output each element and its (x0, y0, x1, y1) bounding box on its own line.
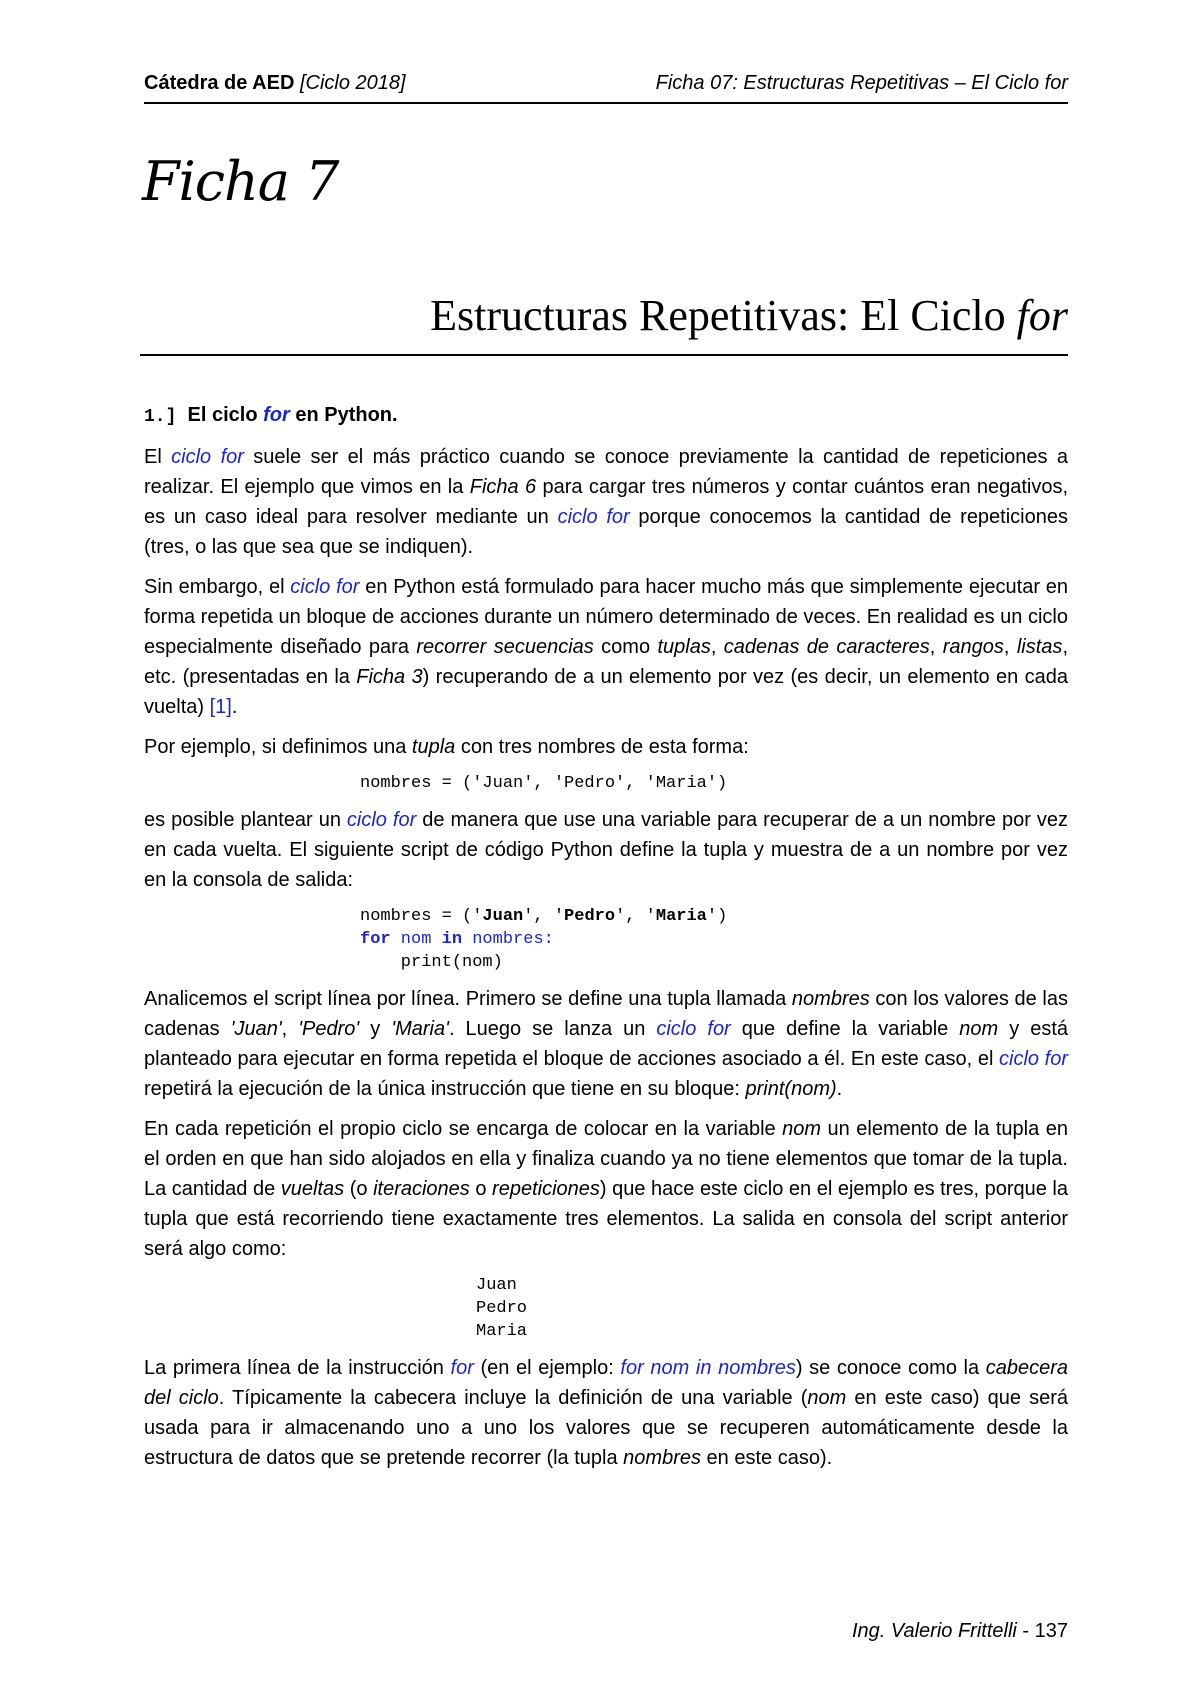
section-number: 1.] (144, 407, 177, 427)
subtitle-main: Estructuras Repetitivas: El Ciclo (430, 291, 1017, 340)
page-number: 137 (1034, 1620, 1068, 1642)
course-name: Cátedra de AED (144, 72, 295, 94)
page-footer (852, 1620, 1068, 1643)
section-pre: El ciclo (187, 404, 264, 426)
paragraph-5: Analicemos el script línea por línea. Primero se define una tupla llamada nombres con los valores de las cadenas 'Juan', 'Pedro' y 'Maria'. Luego se lanza un ciclo for que define la variable nom y está planteado para ejecutar en forma repetida el bloque de acciones asociado a él. En este caso, el ciclo for repetirá la ejecución de la única instrucción que tiene en su bloque: print(nom). (144, 988, 1069, 1100)
console-output (144, 1274, 1068, 1343)
footer-author: Ing. Valerio Frittelli (851, 1620, 1017, 1642)
subtitle-rule (140, 354, 1068, 356)
document-body (144, 400, 1068, 1483)
header-right: Ficha 07: Estructuras Repetitivas – El Ciclo for (655, 72, 1068, 94)
paragraph-6: En cada repetición el propio ciclo se encarga de colocar en la variable nom un elemento de la tupla en el orden en que han sido alojados en ella y finaliza cuando ya no tiene elementos que tomar de la tupla. La cantidad de vueltas (o iteraciones o repeticiones) que hace este ciclo en el ejemplo es tres, porque la tupla que está recorriendo tiene exactamente tres elementos. La salida en consola del script anterior será algo como: (144, 1118, 1068, 1260)
output-line: Maria (476, 1322, 528, 1341)
page-header (144, 72, 1068, 104)
paragraph-3: Por ejemplo, si definimos una tupla con tres nombres de esta forma: (144, 736, 749, 758)
code-tuple-definition: nombres = ('Juan', 'Pedro', 'Maria') (360, 774, 728, 793)
chapter-subtitle (430, 290, 1068, 341)
section-post: en Python. (289, 404, 398, 426)
header-left (144, 72, 406, 95)
footer-separator: - (1016, 1620, 1035, 1642)
paragraph-4: es posible plantear un ciclo for de manera que use una variable para recuperar de a un nombre por vez en cada vuelta. El siguiente script de código Python define la tupla y muestra de a un nombre por vez en la consola de salida: (144, 809, 1069, 891)
paragraph-1: El ciclo for suele ser el más práctico cuando se conoce previamente la cantidad de repeticiones a realizar. El ejemplo que vimos en la Ficha 6 para cargar tres números y contar cuántos eran negativos, es un caso ideal para resolver mediante un ciclo for porque conocemos la cantidad de repeticiones (tres, o las que sea que se indiquen). (144, 446, 1069, 558)
paragraph-7: La primera línea de la instrucción for (en el ejemplo: for nom in nombres) se conoce como la cabecera del ciclo. Típicamente la cabecera incluye la definición de una variable (nom en este caso) que será usada para ir almacenando uno a uno los valores que se recuperen automáticamente desde la estructura de datos que se pretende recorrer (la tupla nombres en este caso). (144, 1357, 1069, 1469)
output-line: Juan (476, 1276, 517, 1295)
paragraph-2: Sin embargo, el ciclo for en Python está formulado para hacer mucho más que simplemente ejecutar en forma repetida un bloque de acciones durante un número determinado de veces. En realidad es un ciclo especialmente diseñado para recorrer secuencias como tuplas, cadenas de caracteres, rangos, listas, etc. (presentadas en la Ficha 3) recuperando de a un elemento por vez (es decir, un elemento en cada vuelta) [1]. (144, 576, 1069, 718)
code-for-script: nombres = ('Juan', 'Pedro', 'Maria') for nom in nombres: print(nom) (360, 907, 728, 972)
ficha-title: Ficha 7 (142, 150, 339, 213)
reference-link[interactable]: [1] (209, 696, 232, 718)
section-heading (144, 400, 1068, 432)
output-line: Pedro (476, 1299, 528, 1318)
subtitle-italic: for (1016, 291, 1068, 340)
course-cycle: [Ciclo 2018] (299, 72, 406, 94)
section-keyword: for (263, 404, 290, 426)
